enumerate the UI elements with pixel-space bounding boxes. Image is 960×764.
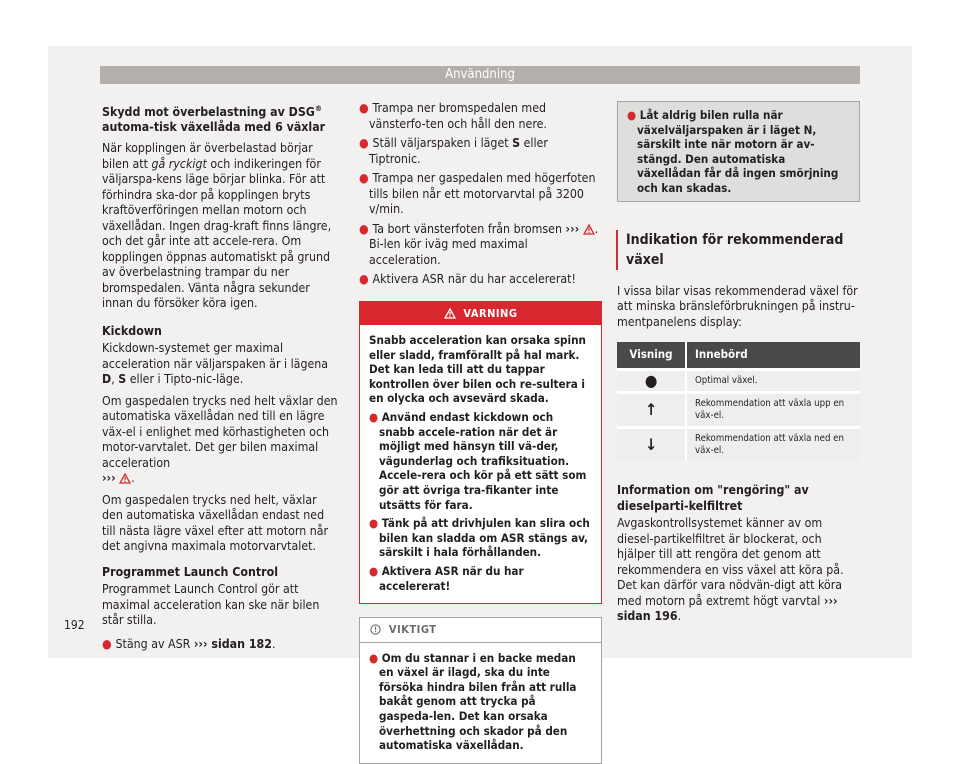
- list-item: ● Låt aldrig bilen rulla när växelväljarspaken är i läget N, särskilt inte när motorn är av-stängd. Den automatiska växellådan får då ingen smörjning och kan skadas.: [627, 108, 839, 195]
- note-box-header: [360, 618, 601, 643]
- list-item: ● Aktivera ASR när du har accelererat!: [359, 272, 576, 286]
- list-item: ● Aktivera ASR när du har accelererat!: [369, 563, 524, 593]
- bullet-icon: ●: [369, 563, 382, 578]
- warning-title: VARNING: [463, 306, 518, 320]
- column-1: [102, 101, 339, 656]
- bullet-icon: ●: [369, 516, 382, 531]
- kickdown-paragraph-1: Kickdown-systemet ger maximal acceleration när väljarspaken är i lägena D, S eller i Tipto-nic-läge.: [102, 341, 329, 387]
- list-item: ● Stäng av ASR ››› sidan 182.: [102, 636, 276, 651]
- cross-reference-arrows[interactable]: ›››: [102, 471, 116, 486]
- dsg-heading: [102, 101, 339, 135]
- note-box-body: [360, 643, 601, 763]
- note-title: VIKTIGT: [388, 623, 437, 637]
- info-circle-icon: [370, 624, 381, 635]
- filled-circle-icon: ●: [617, 370, 686, 393]
- column-2: [359, 101, 602, 764]
- launch-control-heading: Programmet Launch Control: [102, 564, 278, 579]
- kickdown-paragraph-3: Om gaspedalen trycks ned helt, växlar den automatiska växellådan endast ned till nästa lägre växel efter att motorn når det angivna maximala motorvarvtalet.: [102, 492, 329, 554]
- kickdown-heading: Kickdown: [102, 323, 162, 338]
- launch-control-paragraph: Programmet Launch Control gör att maximal acceleration kan ske när bilen står stilla.: [102, 582, 320, 628]
- column-3: [617, 101, 860, 631]
- bullet-icon: ●: [369, 409, 382, 424]
- table-cell: Rekommendation att växla upp en väx-el.: [686, 393, 860, 428]
- bullet-icon: ●: [359, 221, 373, 236]
- note-continuation-box: [617, 101, 860, 202]
- warning-box-header: [360, 302, 601, 326]
- cross-reference-arrows[interactable]: ›››: [565, 221, 580, 236]
- gear-indication-table: [617, 342, 860, 461]
- list-item: ● Om du stannar i en backe medan en växel är ilagd, ska du inte försöka hindra bilen från att rulla bakåt genom att trycka på gaspeda-len. Det kan orsaka överhettning och skador på den automatiska växellådan.: [369, 650, 577, 753]
- bullet-icon: ●: [359, 136, 373, 150]
- warning-triangle-icon: [583, 224, 595, 235]
- gear-indication-intro: I vissa bilar visas rekommenderad växel för att minska bränsleförbrukningen på instru-mentpanelens display:: [617, 283, 858, 329]
- warning-box: [359, 301, 602, 605]
- table-header-visning: Visning: [617, 342, 686, 370]
- table-row: [617, 370, 860, 393]
- list-item: ● Tänk på att drivhjulen kan slira och bilen kan sladda om ASR stängs av, särskilt i hala förhållanden.: [369, 516, 590, 560]
- list-item: ● Ta bort vänsterfoten från bromsen ››› . Bi-len kör iväg med maximal acceleration.: [359, 221, 599, 267]
- page-reference-link[interactable]: ››› sidan 182: [193, 636, 272, 651]
- bullet-icon: ●: [627, 108, 640, 122]
- page-reference-link[interactable]: ››› sidan 196: [617, 593, 838, 624]
- arrow-down-icon: ↓: [617, 428, 686, 462]
- table-row: [617, 393, 860, 428]
- dpf-info-heading: Information om "rengöring" av dieselparti-kelfiltret: [617, 483, 809, 513]
- bullet-icon: ●: [359, 101, 373, 115]
- list-item: ● Använd endast kickdown och snabb accele-ration när det är möjligt med hänsyn till vä-der, vägunderlag och trafiksituation. Accele-rera och kör på ett sätt som gör att övriga tra-fikanter inte utsätts för fara.: [369, 409, 587, 512]
- list-item: ● Trampa ner bromspedalen med vänsterfo-ten och håll den nere.: [359, 101, 547, 131]
- kickdown-paragraph-2: Om gaspedalen trycks ned helt växlar den automatiska växellådan ned till en lägre väx-el i enlighet med körhastigheten och motor-varvtalet. Det ger bilen maximal acceleration ››› .: [102, 393, 338, 486]
- table-row: [617, 428, 860, 462]
- arrow-up-icon: ↑: [617, 393, 686, 428]
- bullet-icon: ●: [359, 171, 373, 185]
- page-header: Användning: [100, 66, 860, 84]
- warning-triangle-icon: [444, 308, 456, 319]
- table-header-innebord: Innebörd: [686, 342, 860, 370]
- table-cell: Rekommendation att växla ned en väx-el.: [686, 428, 860, 462]
- table-cell: Optimal växel.: [686, 370, 860, 393]
- bullet-icon: ●: [359, 272, 373, 286]
- emphasis-text: gå ryckigt: [151, 156, 207, 171]
- page-number: 192: [64, 618, 85, 632]
- dpf-info-paragraph: Avgaskontrollsystemet känner av om diesel-partikelfiltret är blockerat, och hjälper till att rengöra det genom att rekommendera en viss växel att köra på. Det kan därför vara nödvän-digt att köra med motorn på extremt högt varvtal ››› sidan 196.: [617, 516, 844, 624]
- list-item: ● Trampa ner gaspedalen med högerfoten tills bilen når ett motorvarvtal på 3200 v/min.: [359, 171, 596, 216]
- list-item: ● Ställ väljarspaken i läget S eller Tiptronic.: [359, 136, 548, 166]
- section-title: Indikation för rekommenderad växel: [616, 230, 860, 270]
- warning-box-body: [360, 325, 601, 603]
- warning-paragraph: Snabb acceleration kan orsaka spinn eller sladd, framförallt på hal mark. Det kan leda till att du tappar kontrollen över bilen och re-sultera i en olycka och avsevärd skada.: [369, 333, 586, 406]
- warning-triangle-icon: [119, 473, 131, 484]
- registered-mark: ®: [314, 104, 323, 113]
- note-box: [359, 617, 602, 764]
- bullet-icon: ●: [369, 650, 382, 665]
- table-header-row: [617, 342, 860, 370]
- dsg-heading-text: Skydd mot överbelastning av DSG: [102, 105, 315, 120]
- bullet-icon: ●: [102, 636, 116, 651]
- dsg-heading-text-2: automa-tisk växellåda med 6 växlar: [102, 120, 326, 135]
- dsg-paragraph: När kopplingen är överbelastad börjar bilen att gå ryckigt och indikeringen för väljarspa-kens läge börjar blinka. För att förhindra ska-dor på kopplingen bryts kraftöverföringen mellan motorn och växellådan. Ingen drag-kraft finns längre, och det går inte att accele-rera. Om kopplingen öppnas automatiskt på grund av överbelastning trampar du ner bromspedalen. Vänta några sekunder innan du försöker köra igen.: [102, 141, 332, 311]
